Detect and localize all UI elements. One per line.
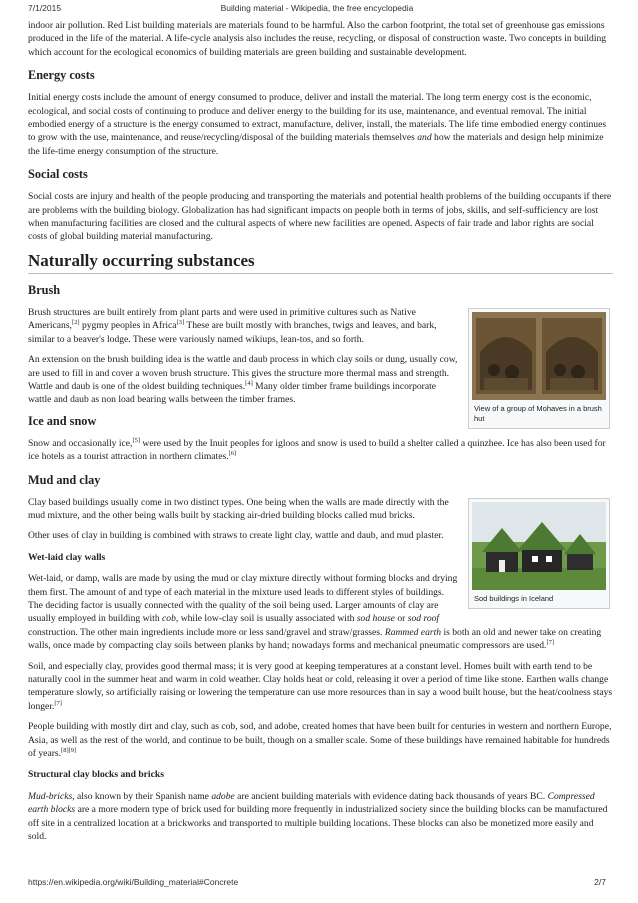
page-number: 2/7 <box>594 877 606 887</box>
reference-link[interactable]: [6] <box>228 449 237 457</box>
mud-paragraph-2: Other uses of clay in building is combined with straws to create light clay, wattle and daub, and mud plaster. <box>28 530 444 542</box>
reference-link[interactable]: [7] <box>546 639 555 646</box>
reference-link[interactable]: [5] <box>132 436 141 444</box>
heading-wet-laid-clay-walls: Wet-laid clay walls <box>28 551 106 563</box>
print-header <box>28 3 606 15</box>
wet-laid-paragraph-3: People building with mostly dirt and clay, such as cob, sod, and adobe, created homes that have been built for centuries in western and northern Europe, Asia, as well as the rest of the world, and continue to be built, though on a smaller scale. Some of these buildings have remained habitable for hundreds of years.[8][9] <box>28 721 612 760</box>
figure-mohaves-brush-hut[interactable] <box>468 308 610 429</box>
reference-link[interactable]: [8][9] <box>61 746 77 754</box>
structural-paragraph: Mud-bricks, also known by their Spanish name adobe are ancient building materials with evidence dating back thousands of years BC. Compressed earth blocks are a more modern type of brick used for building more frequently in industrialized society since the building blocks can be manufactured off site in a centralized location at a brickworks and transported to multiple building locations. These blocks can also be monetized more easily and sold. <box>28 790 608 843</box>
heading-ice-and-snow: Ice and snow <box>28 413 97 428</box>
ice-paragraph: Snow and occasionally ice,[5] were used by the Inuit peoples for igloos and snow is used to build a shelter called a quinzhee. Ice has also been used for ice hotels as a tourist attraction in northern climates.[6] <box>28 436 606 463</box>
heading-brush: Brush <box>28 282 61 297</box>
wet-laid-paragraph-2: Soil, and especially clay, provides good thermal mass; it is very good at keeping temperatures at a constant level. Homes built with earth tend to be naturally cool in the summer heat and warm in cold weather. Clay holds heat or cold, releasing it over a period of time like stone. Earthen walls change temperature slowly, so artificially raising or lowering the temperature can use more resources than in say a wood built house, but the heat/coolness stays longer.[7] <box>28 660 613 712</box>
page-url: https://en.wikipedia.org/wiki/Building_material#Concrete <box>28 877 239 887</box>
link-cob[interactable]: cob <box>162 613 176 625</box>
heading-naturally-occurring: Naturally occurring substances <box>28 251 613 274</box>
article-body <box>28 19 613 850</box>
link-mud-bricks[interactable]: Mud-bricks <box>28 790 73 802</box>
link-sod-house[interactable]: sod house <box>356 613 395 625</box>
heading-energy-costs: Energy costs <box>28 68 95 83</box>
figure-caption: Sod buildings in Iceland <box>474 593 554 603</box>
reference-link[interactable]: [7] <box>54 699 62 707</box>
print-date: 7/1/2015 <box>28 3 62 13</box>
link-adobe[interactable]: adobe <box>211 790 235 802</box>
brush-paragraph-1: Brush structures are built entirely from plant parts and were used in primitive cultures such as Native Americans,[2] pygmy peoples in Africa[3] These are built mostly with branches, twigs and leaves, and bark, similar to a beaver's lodge. These were variously named wikiups, lean-tos, and so forth. <box>28 306 437 345</box>
figure-sod-buildings-iceland[interactable] <box>468 498 610 609</box>
mud-paragraph-1: Clay based buildings usually come in two distinct types. One being when the walls are made directly with the mud mixture, and the other being walls built by stacking air-dried building blocks called mud bricks. <box>28 496 449 521</box>
print-title: Building material - Wikipedia, the free encyclopedia <box>220 3 414 13</box>
figure-caption: View of a group of Mohaves in a brush hut <box>474 403 602 423</box>
reference-link[interactable]: [2] <box>71 319 80 327</box>
reference-link[interactable]: [3] <box>176 319 185 327</box>
link-compressed-earth-blocks[interactable]: Compressed earth blocks <box>28 790 595 816</box>
heading-social-costs: Social costs <box>28 167 88 182</box>
intro-paragraph: indoor air pollution. Red List building materials are materials found to be harmful. Also the carbon footprint, the total set of greenhouse gas emissions produced in the life of the material. A life-cycle analysis also includes the reuse, recycling, or disposal of construction waste. Two concepts in building which account for the ecological economics of building materials are green building and sustainable development. <box>28 20 607 58</box>
wet-laid-paragraph-1: Wet-laid, or damp, walls are made by using the mud or clay mixture directly without forming blocks and drying them first. The amount of and type of each material in the mixture used leads to different styles of buildings. The deciding factor is usually connected with the quality of the soil being used. Larger amounts of clay are usually employed in building with cob, while low-clay soil is usually associated with sod house or sod roof construction. The other main ingredients include more or less sand/gravel and straw/grasses. Rammed earth is both an old and newer take on creating walls, once made by compacting clay soils between planks by hand; nowadays forms and mechanical pneumatic compressors are used.[7] <box>28 573 602 652</box>
link-sod-roof[interactable]: sod roof <box>407 613 440 625</box>
sod-buildings-image[interactable] <box>472 502 606 590</box>
heading-structural-clay-blocks: Structural clay blocks and bricks <box>28 769 164 781</box>
heading-mud-and-clay: Mud and clay <box>28 472 101 487</box>
social-costs-paragraph: Social costs are injury and health of the people producing and transporting the materials and potential health problems of the building occupants if there are problems with the building biology. Globalization has had significant impacts on people both in terms of jobs, skills, and self-sufficiency are lost when manufacturing facilities are closed and the cultural aspects of where new facilities are opened. Aspects of fair trade and labor rights are social costs of global building material manufacturing. <box>28 191 612 243</box>
link-rammed-earth[interactable]: Rammed earth <box>384 626 442 638</box>
mohaves-brush-hut-image[interactable] <box>472 312 606 400</box>
print-footer <box>28 877 606 889</box>
brush-paragraph-2: An extension on the brush building idea is the wattle and daub process in which clay soils or dung, usually cow, are used to fill in and cover a woven brush structure. This gives the structure more thermal mass and strength. Wattle and daub is one of the oldest building techniques.[4] Many older timber frame buildings incorporate wattle and daub as non load bearing walls between the timber frames. <box>28 354 458 406</box>
reference-link[interactable]: [4] <box>245 379 253 387</box>
energy-costs-paragraph: Initial energy costs include the amount of energy consumed to produce, deliver and install the material. The long term energy cost is the economic, ecological, and social costs of continuing to produce and deliver energy to the building for its use, maintenance, and eventual removal. The initial embodied energy of a structure is the energy consumed to extract, manufacture, deliver, install, the materials. The life time embodied energy continues to grow with the use, maintenance, and reuse/recycling/disposal of the building materials themselves and how the materials and design help minimize the life-time energy consumption of the structure. <box>28 92 607 157</box>
